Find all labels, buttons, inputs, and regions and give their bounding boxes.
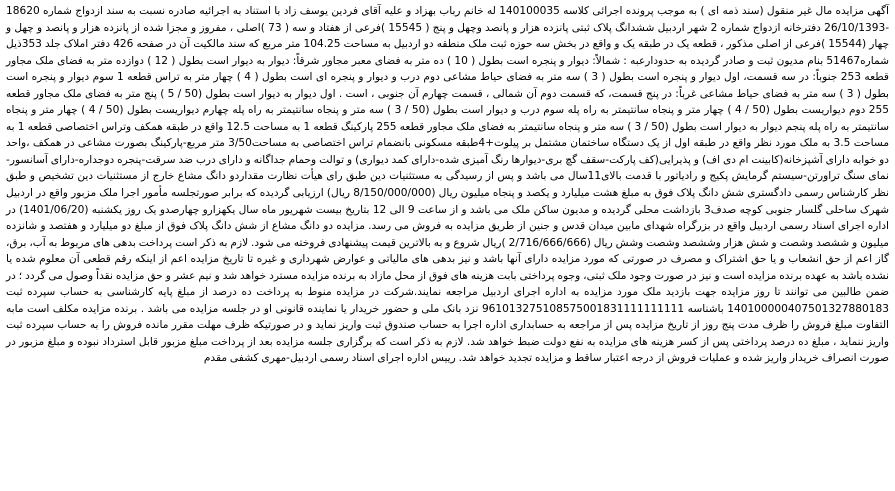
notice-body-text: آگهی مزایده مال غیر منقول (سند ذمه ای ) به موجب پرونده اجرائی کلاسه 140100035 له خانم رباب بهزاد و علیه آقای فردین یوسف زاد با استناد به اجرائیه صادره نسبت به سند ازدواج شماره 18620 -26/10/1393 دفترخانه ازدواج شماره 2 شهر اردبیل ششدانگ پلاک ثبتی پانزده هزار و پانصد وچهل و پنج ( 15545 )فرعی از هفتاد و سه ( 73 )اصلی ، مفروز و مجزا شده از پانزده هزار و پانصد و چهل و چهار (15544 )فرعی از اصلی مذکور ، قطعه یک در طبقه یک و واقع در بخش سه حوزه ثبت ملک منطقه دو اردبیل به مساحت 104.25 متر مربع که سند مالکیت آن در صفحه 426 دفتر املاک جلد 353ذیل شماره51467 بنام مدیون ثبت و صادر گردیده به حدودارعبه : شمالاً: دیوار و پنجره است بطول ( 10 ) ده متر به فضای معبر مجاور شرقاً: دیوار به دیوار است بطول ( 12 ) دوازده متر به فضای ملک مجاور قطعه 253 جنوباً: در سه قسمت، اول دیوار و پنجره است بطول ( 3 ) سه متر به فضای حیاط مشاعی دوم درب و دیوار و پنجره ای است بطول ( 4 ) چهار متر به تراس قطعه 1 سوم دیوار و پنجره است بطول ( 3 ) سه متر به فضای حیاط مشاعی غرباً: در پنج قسمت، که قسمت دوم آن شمالی ، قسمت چهارم آن جنوبی ، است . اول دیوار به دیوار است بطول (50 / 5 ) پنج متر به فضای ملک مجاور قطعه 255 دوم دیواریست بطول (50 / 4 ) چهار متر و پنجاه سانتیمتر به راه پله سوم درب و دیوار است بطول (50 / 3 ) سه متر و پنجاه سانتیمتر به راه پله چهارم دیواریست بطول (50 / 4 ) چهار متر و پنجاه سانتیمتر به راه پله پنجم دیوار به دیوار است بطول (50 / 3 ) سه متر و پنجاه سانتیمتر به فضای ملک مجاور قطعه 255 پارکینگ قطعه 1 به مساحت 12.5 واقع در طبقه همکف وتراس اختصاصی قطعه 1 به مساحت 3.5 به ملک مورد نظر واقع در طبقه اول از یک دستگاه ساختمان مشتمل بر پیلوت+4طبقه مسکونی بانضمام تراس اختصاصی به مساحت3/50 متر مربع-پارکینگ بصورت مشاعی در همکف ،واحد دو خوابه دارای آشپزخانه(کابینت ام دی اف) و پذیرایی(کف پارکت-سقف گچ بری-دیوارها رنگ آمیزی شده-دارای کمد دیواری) و توالت وحمام جداگانه و دارای درب ضد سرقت-پنجره دوجداره-دارای آسانسور-نمای سنگ تراورتن-سیستم گرمایش پکیج و رادیاتور با قدمت بالای11سال می باشد و پس از رسیدگی به مستثنیات دین طبق رای هیأت نظارت مقداردو دانگ مشاع خارج از مستثنیات دین تشخیص و طبق نظر کارشناس رسمی دادگستری شش دانگ پلاک فوق به مبلغ هشت میلیارد و یکصد و پنجاه میلیون ریال (8/150/000/000 ریال) ارزیابی گردیده که برابر صورتجلسه مأمور اجرا ملک مزبور واقع در اردبیل شهرک ساحلی گلسار جنوبی کوچه صدف3 بازداشت محلی گردیده و مدیون ساکن ملک می باشد و از ساعت 9 الی 12 بتاریخ بیست شهریور ماه سال یکهزارو چهارصدو یک روز یکشنبه (1401/06/20) در اداره اجرای اسناد رسمی اردبیل واقع در بزرگراه شهدای مابین میدان قدس و جنین از طریق مزایده به فروش می رسد. مزایده دو دانگ مشاع از شش دانگ پلاک فوق از مبلغ دو میلیارد و هفتصد و شانزده میلیون و ششصد وشصت و شش هزار وششصد وشصت وشش ریال (2/716/666/666 )ریال شروع و به بالاترین قیمت پیشنهادی فروخته می شود. لازم به ذکر است پرداخت بدهی های مربوط به آب، برق، گاز اعم از حق انشعاب و یا حق اشتراک و مصرف در صورتی که مورد مزایده دارای آنها باشد و نیز بدهی های مالیاتی و عوارض شهرداری و غیره تا تاریخ مزایده اعم از اینکه رقم قطعی آن معلوم شده یا نشده باشد به عهده برنده مزایده است و نیز در صورت وجود ملک ثبتی، وجوه پرداختی بابت هزینه های فوق از محل مازاد به برنده مزایده مسترد خواهد شد و نیم عشر و حق مزایده نقداً وصول می گردد ؛ در ضمن طالبین می توانند تا روز مزایده جهت بازدید ملک مورد مزایده به اداره اجرای اردبیل مراجعه نمایند.شرکت در مزایده منوط به پرداخت ده درصد از مبلغ پایه کارشناسی به حساب سپرده ثبت 140100000407501327880183 باشناسه 961013275108575001831111111111 نزد بانک ملی و حضور خریدار یا نماینده قانونی او در جلسه مزایده می باشد . برنده مزایده مکلف است مابه التفاوت مبلغ فروش را ظرف مدت پنج روز از تاریخ مزایده پس از مراجعه به حسابداری اداره اجرا به حساب صندوق ثبت واریز نماید و در صورتیکه ظرف مهلت مقرر مانده فروش را به حساب سپرده ثبت واریز ننماید ، مبلغ ده درصد پرداختی پس از کسر هزینه های مزایده به نفع دولت ضبط خواهد شد. لازم به ذکر است که برگزاری جلسه مزایده بعد از پرداخت مبلغ مزبور قابل استرداد نبوده و مبلغ مزبور در صورت انصراف خریدار واریز شده و عملیات فروش از درجه اعتبار ساقط و مزایده تجدید خواهد شد. رییس اداره اجرای اسناد رسمی اردبیل-مهری کشفی مقدم	[6, 5, 890, 365]
